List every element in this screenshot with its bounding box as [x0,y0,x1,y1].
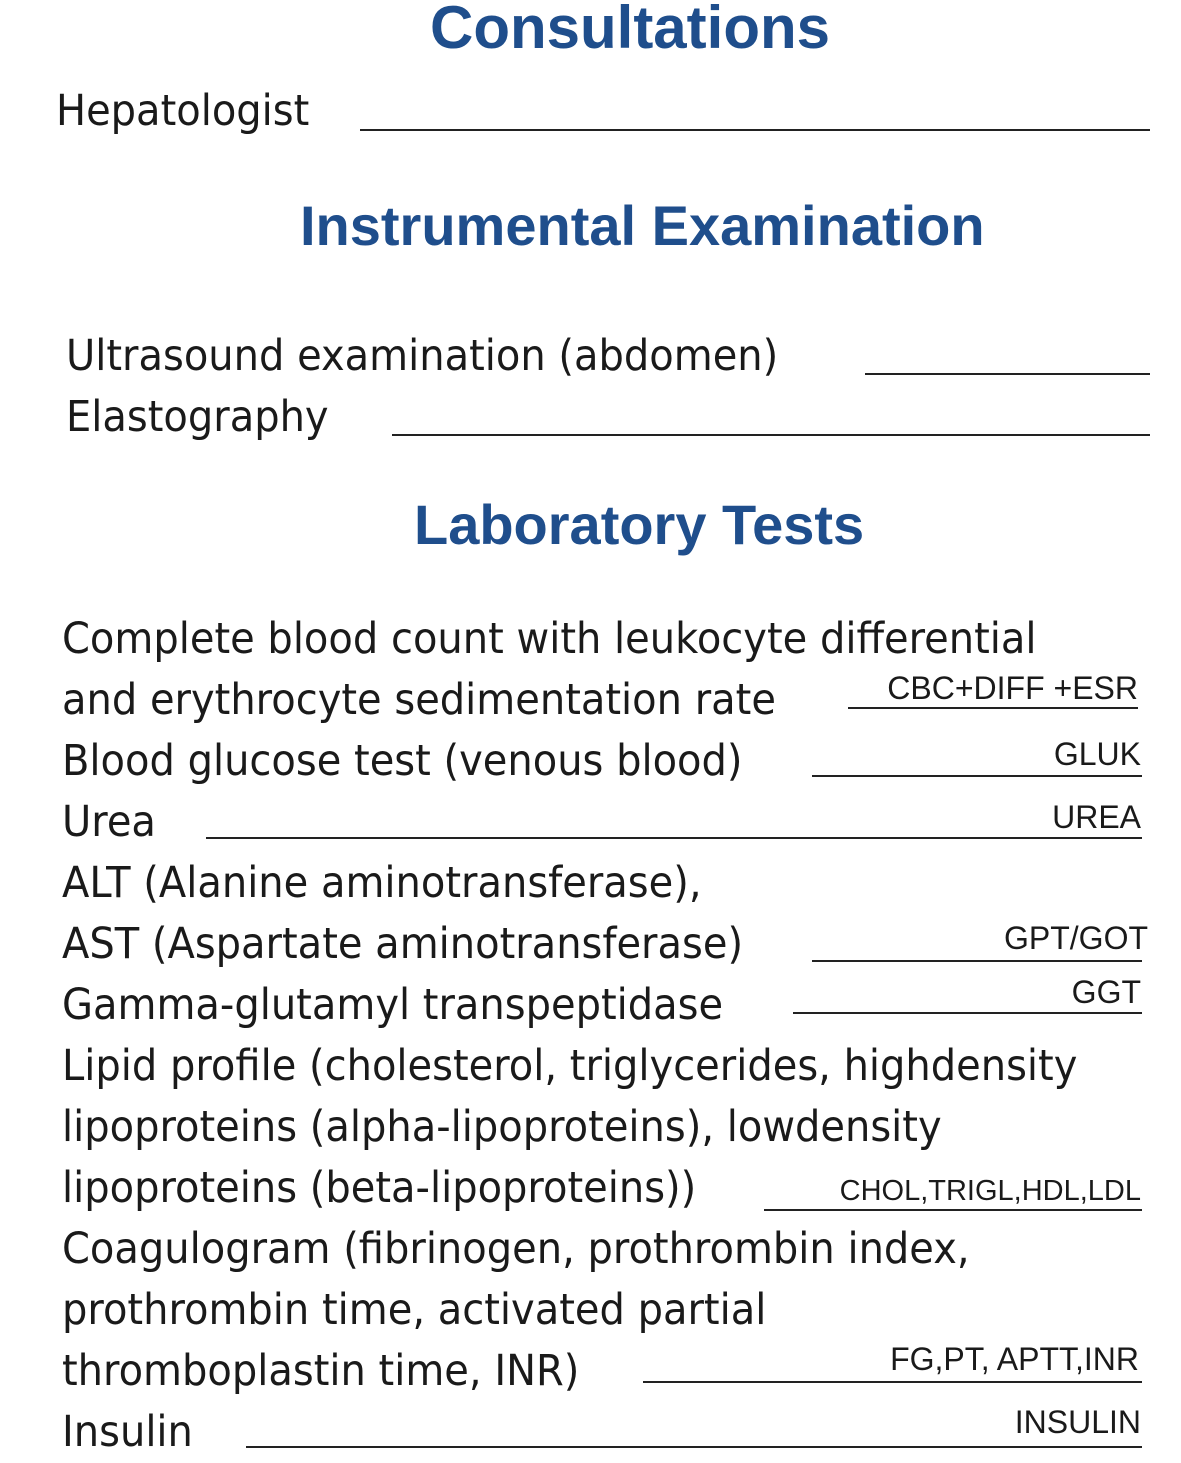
laboratory-tests-heading: Laboratory Tests [414,493,865,556]
ultrasound-label: Ultrasound examination (abdomen) [66,331,779,381]
urea-label: Urea [62,797,156,847]
elastography-label: Elastography [66,392,329,442]
cbc-label-line2: and erythrocyte sedimentation rate [62,675,776,725]
consultations-heading: Consultations [430,0,830,61]
insulin-label: Insulin [62,1407,193,1457]
urea-test-code: UREA [1052,799,1141,835]
hepatologist-label: Hepatologist [56,86,310,136]
coagulogram-test-code: FG,PT, APTT,INR [890,1341,1139,1377]
alt-label: ALT (Alanine aminotransferase), [62,858,702,908]
ggt-entry-line[interactable] [793,1012,1142,1014]
coagulogram-label-line2: prothrombin time, activated partial [62,1285,767,1335]
coagulogram-entry-line[interactable] [643,1381,1142,1383]
lipid-entry-line[interactable] [764,1209,1142,1211]
urea-entry-line[interactable] [206,837,1142,839]
cbc-label-line1: Complete blood count with leukocyte differential [62,614,1037,664]
lipid-test-code: CHOL,TRIGL,HDL,LDL [839,1175,1141,1207]
coagulogram-label-line1: Coagulogram (fibrinogen, prothrombin index, [62,1224,970,1274]
lipid-label-line3: lipoproteins (beta-lipoproteins)) [62,1163,697,1213]
ultrasound-entry-line[interactable] [865,373,1150,375]
alt-ast-entry-line[interactable] [812,960,1142,962]
coagulogram-label-line3: thromboplastin time, INR) [62,1346,580,1396]
glucose-label: Blood glucose test (venous blood) [62,736,743,786]
cbc-entry-line[interactable] [848,707,1138,709]
alt-ast-test-code: GPT/GOT [1004,920,1148,956]
elastography-entry-line[interactable] [392,434,1150,436]
ggt-label: Gamma-glutamyl transpeptidase [62,980,724,1030]
insulin-entry-line[interactable] [246,1446,1142,1448]
insulin-test-code: INSULIN [1014,1404,1141,1440]
lipid-label-line2: lipoproteins (alpha-lipoproteins), lowdensity [62,1102,942,1152]
cbc-test-code: CBC+DIFF +ESR [887,670,1138,706]
ast-label: AST (Aspartate aminotransferase) [62,919,744,969]
ggt-test-code: GGT [1071,974,1141,1010]
hepatologist-entry-line[interactable] [360,129,1150,131]
glucose-test-code: GLUK [1053,736,1141,772]
instrumental-examination-heading: Instrumental Examination [300,194,985,257]
glucose-entry-line[interactable] [812,775,1142,777]
lipid-label-line1: Lipid profile (cholesterol, triglycerides, highdensity [62,1041,1078,1091]
